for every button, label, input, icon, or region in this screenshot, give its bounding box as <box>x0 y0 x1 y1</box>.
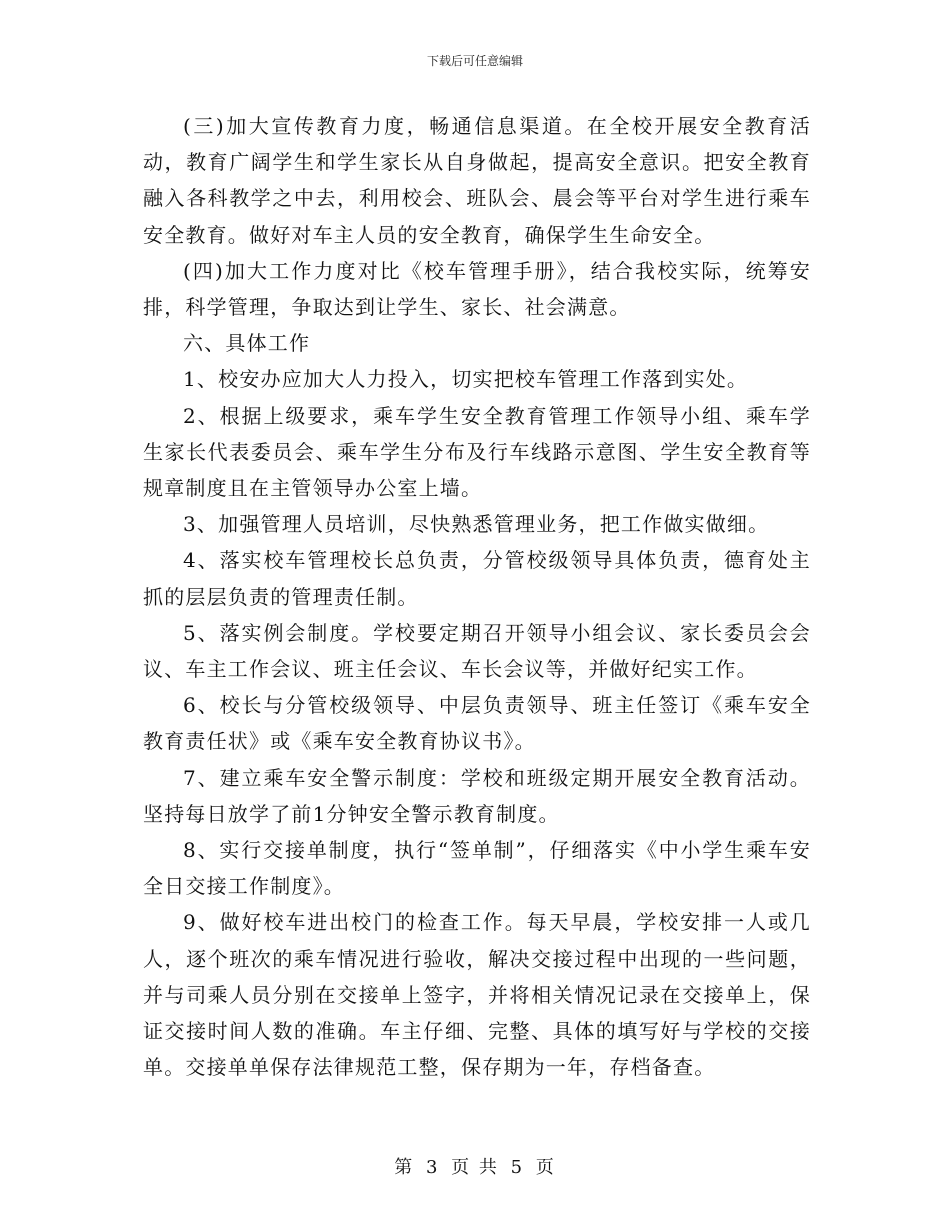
page-header-note: 下载后可任意编辑 <box>426 54 523 68</box>
footer-prefix: 第 <box>394 1157 415 1178</box>
paragraph-item-1: 1、校安办应加大人力投入，切实把校车管理工作落到实处。 <box>183 367 749 392</box>
paragraph-item-9: 9、做好校车进出校门的检查工作。每天早晨，学校安排一人或几人，逐个班次的乘车情况进行验收，解决交接过程中出现的一些问题，并与司乘人员分别在交接单上签字，并将相关情况记录在交接单上，保证交接时间人数的准确。车主仔细、完整、具体的填写好与学校的交接单。交接单单保存法律规范工整，保存期为一年，存档备查。 <box>143 910 811 1080</box>
paragraph-item-3: 3、加强管理人员培训，尽快熟悉管理业务，把工作做实做细。 <box>183 512 770 537</box>
paragraph-publicity-education: (三)加大宣传教育力度，畅通信息渠道。在全校开展安全教育活动，教育广阔学生和学生家长从自身做起，提高安全意识。把安全教育融入各科教学之中去，利用校会、班队会、晨会等平台对学生进行乘车安全教育。做好对车主人员的安全教育，确保学生生命安全。 <box>143 114 811 247</box>
paragraph-item-2: 2、根据上级要求，乘车学生安全教育管理工作领导小组、乘车学生家长代表委员会、乘车学生分布及行车线路示意图、学生安全教育等规章制度且在主管领导办公室上墙。 <box>143 403 811 501</box>
paragraph-work-intensity: (四)加大工作力度对比《校车管理手册》，结合我校实际，统筹安排，科学管理，争取达到让学生、家长、社会满意。 <box>143 258 811 320</box>
paragraph-item-6: 6、校长与分管校级领导、中层负责领导、班主任签订《乘车安全教育责任状》或《乘车安全教育协议书》。 <box>143 693 811 754</box>
paragraph-item-4: 4、落实校车管理校长总负责，分管校级领导具体负责，德育处主抓的层层负责的管理责任制。 <box>143 548 811 609</box>
document-body <box>143 108 811 1085</box>
footer-suffix: 页 <box>535 1157 556 1178</box>
paragraph-item-7: 7、建立乘车安全警示制度：学校和班级定期开展安全教育活动。坚持每日放学了前1分钟安全警示教育制度。 <box>143 765 811 826</box>
paragraph-item-8: 8、实行交接单制度，执行“签单制”，仔细落实《中小学生乘车安全日交接工作制度》。 <box>143 838 811 899</box>
section-heading-specific-work: 六、具体工作 <box>183 331 311 356</box>
footer-current-page: 3 <box>425 1157 440 1178</box>
page-number-footer <box>0 1153 950 1179</box>
footer-total-pages: 5 <box>510 1157 525 1178</box>
paragraph-item-5: 5、落实例会制度。学校要定期召开领导小组会议、家长委员会会议、车主工作会议、班主任会议、车长会议等，并做好纪实工作。 <box>143 620 811 682</box>
footer-middle: 页 共 <box>451 1157 499 1178</box>
